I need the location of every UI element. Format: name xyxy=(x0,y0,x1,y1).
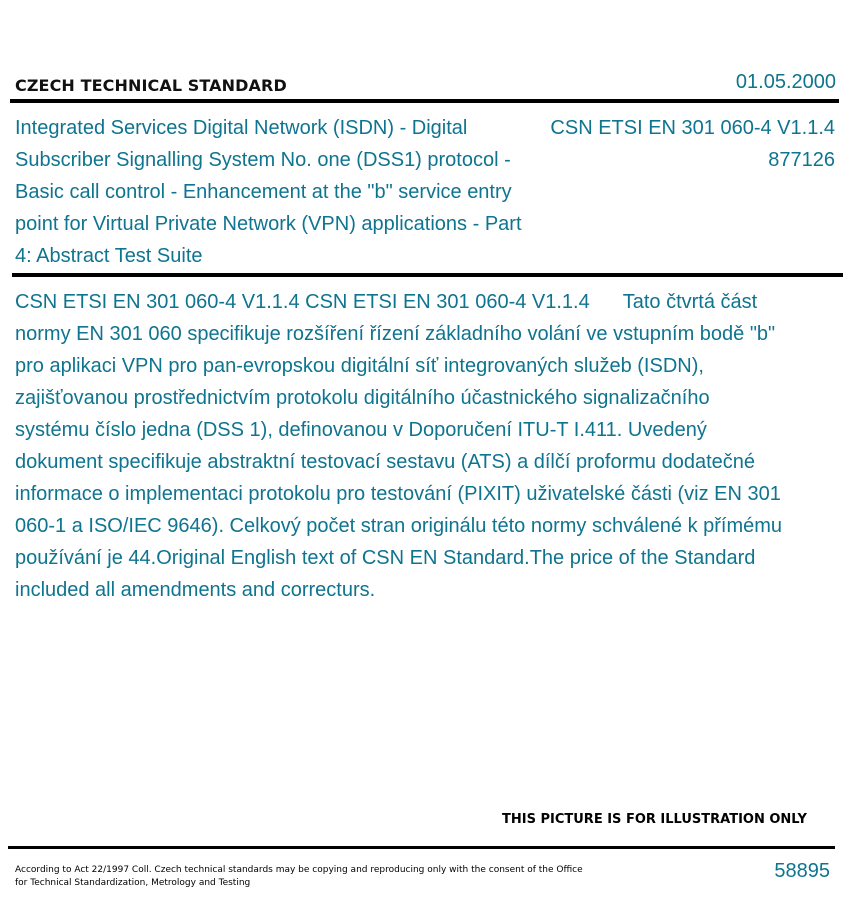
standard-code: CSN ETSI EN 301 060-4 V1.1.4 xyxy=(550,117,835,139)
document-id: 58895 xyxy=(774,860,830,882)
standard-number: 877126 xyxy=(768,149,835,171)
standard-description: CSN ETSI EN 301 060-4 V1.1.4 CSN ETSI EN 301 060-4 V1.1.4 Tato čtvrtá část normy EN 301 060 specifikuje rozšíření řízení základního volání ve vstupním bodě "b" pro aplikaci VPN pro pan-evropskou digitální síť integrovaných služeb (ISDN), zajišťovanou prostřednictvím protokolu digitálního účastnického signalizačního systému číslo jedna (DSS 1), definovanou v Doporučení ITU-T I.411. Uvedený dokument specifikuje abstraktní testovací sestavu (ATS) a dílčí proformu dodatečné informace o implementaci protokolu pro testování (PIXIT) uživatelské části (viz EN 301 060-1 a ISO/IEC 9646). Celkový počet stran originálu této normy schválené k přímému používání je 44.Original English text of CSN EN Standard.The price of the Standard included all amendments and correcturs. xyxy=(15,291,788,601)
standard-title: Integrated Services Digital Network (ISDN) - Digital Subscriber Signalling System No. one (DSS1) protocol - Basic call control - Enhancement at the "b" service entry point for Virtual Private Network (VPN) applications - Part 4: Abstract Test Suite xyxy=(15,117,522,267)
footer-divider xyxy=(8,846,835,849)
title-divider xyxy=(12,273,843,277)
publication-date: 01.05.2000 xyxy=(735,71,836,93)
standard-code-block xyxy=(550,112,835,176)
illustration-note: THIS PICTURE IS FOR ILLUSTRATION ONLY xyxy=(502,812,807,827)
header-divider xyxy=(10,99,839,103)
legal-notice: According to Act 22/1997 Coll. Czech technical standards may be copying and reproducing only with the consent of the Office for Technical Standardization, Metrology and Testing xyxy=(15,865,583,888)
header-title: CZECH TECHNICAL STANDARD xyxy=(15,76,287,95)
